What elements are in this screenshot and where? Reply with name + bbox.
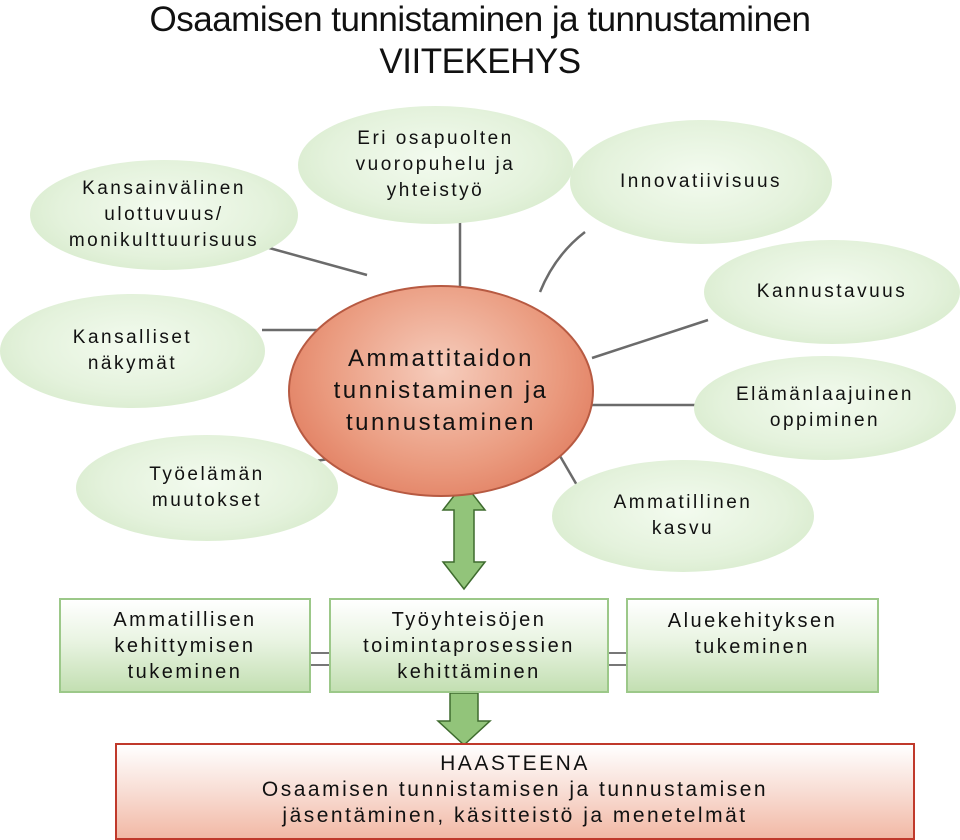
box-text: Ammatillisen	[113, 608, 257, 631]
box-text: tukeminen	[127, 660, 243, 683]
bubble-text: oppiminen	[769, 410, 881, 431]
down-arrow	[438, 693, 490, 745]
box-text: kehittäminen	[397, 660, 541, 683]
bubble-elamanlaajuinen	[694, 356, 956, 460]
bubble-tyoelaman	[76, 435, 338, 541]
connector-innovatiivisuus	[540, 232, 585, 292]
box-text: tukeminen	[695, 636, 810, 658]
bubble-ammatillinen-kasvu	[552, 460, 814, 572]
bubble-innovatiivisuus	[570, 120, 832, 244]
box-text: Työyhteisöjen	[391, 608, 547, 631]
box-tyoyhteisojen	[329, 598, 609, 693]
challenge-box	[115, 743, 915, 840]
bubble-text: Kansainvälinen	[82, 178, 246, 199]
bubble-text: Eri osapuolten	[357, 128, 514, 149]
bubble-text: kasvu	[651, 518, 715, 539]
bubble-text: Ammatillinen	[613, 492, 753, 513]
bubble-text: muutokset	[151, 490, 263, 511]
challenge-heading: HAASTEENA	[440, 752, 590, 775]
bubble-text: Työelämän	[149, 464, 265, 485]
box-aluekehityksen	[626, 598, 879, 693]
bubble-text: yhteistyö	[386, 180, 485, 201]
box-text: toimintaprosessien	[363, 634, 575, 657]
challenge-line1: Osaamisen tunnistamisen ja tunnustamisen	[261, 778, 769, 801]
bubble-kansalliset	[0, 294, 265, 408]
bubble-kannustavuus	[704, 240, 960, 344]
core-ellipse	[288, 285, 594, 497]
diagram-subtitle: VIITEKEHYS	[379, 42, 581, 81]
double-arrow-vertical	[443, 483, 485, 589]
diagram-title: Osaamisen tunnistaminen ja tunnustaminen	[149, 0, 811, 39]
box-ammatillisen-kehittymisen	[59, 598, 311, 693]
connector-ammatillinen-kasvu	[560, 456, 578, 487]
box-text: Aluekehityksen	[667, 610, 838, 632]
bubble-text: ulottuvuus/	[104, 204, 224, 225]
bubble-text: Innovatiivisuus	[619, 171, 783, 192]
core-text: tunnistaminen ja	[333, 377, 549, 404]
bubble-kansainvalinen	[30, 160, 298, 270]
core-text: Ammattitaidon	[348, 345, 534, 372]
challenge-line2: jäsentäminen, käsitteistö ja menetelmät	[282, 804, 748, 827]
core-text: tunnustaminen	[346, 409, 536, 436]
bubble-vuoropuhelu	[298, 106, 573, 224]
connector-kannustavuus	[592, 320, 708, 358]
bubble-text: Kansalliset	[72, 327, 193, 348]
bubble-text: monikulttuurisuus	[68, 230, 260, 251]
bubble-text: Kannustavuus	[756, 281, 908, 302]
box-text: kehittymisen	[114, 634, 256, 657]
bubble-text: näkymät	[87, 353, 178, 374]
bubble-text: vuoropuhelu ja	[355, 154, 516, 175]
bubble-text: Elämänlaajuinen	[736, 384, 914, 405]
connector-kansainvalinen	[262, 246, 367, 275]
